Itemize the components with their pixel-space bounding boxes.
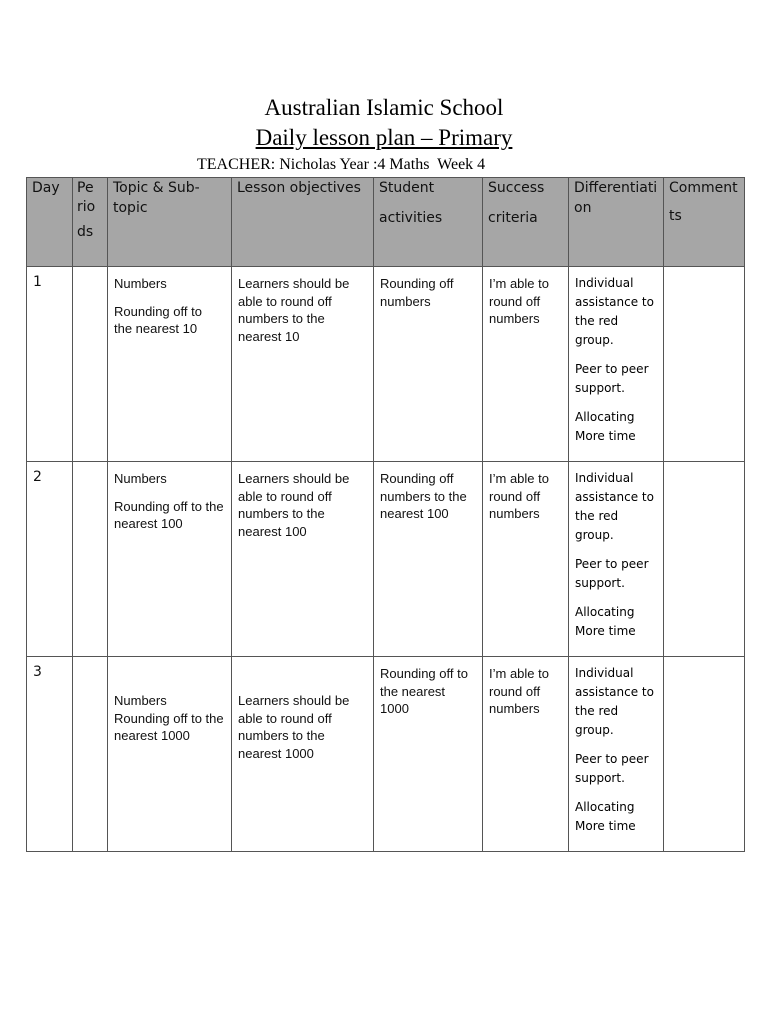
col-header-criteria: Success criteria — [483, 178, 569, 267]
cell-comments — [664, 462, 745, 657]
cell-periods — [73, 657, 108, 852]
cell-topic: Numbers Rounding off to the nearest 10 — [108, 267, 232, 462]
teacher-line: TEACHER: Nicholas Year :4 Maths Week 4 — [197, 156, 486, 173]
header-row — [27, 178, 745, 267]
document-title: Daily lesson plan – Primary — [255, 125, 513, 150]
cell-activities: Rounding off numbers — [374, 267, 483, 462]
cell-comments — [664, 267, 745, 462]
cell-periods — [73, 267, 108, 462]
cell-objectives: Learners should be able to round off numbers to the nearest 100 — [232, 462, 374, 657]
cell-differentiation: Individual assistance to the red group. Peer to peer support. Allocating More time — [569, 267, 664, 462]
cell-objectives: Learners should be able to round off numbers to the nearest 1000 — [232, 657, 374, 852]
cell-activities: Rounding off numbers to the nearest 100 — [374, 462, 483, 657]
cell-criteria: I’m able to round off numbers — [483, 267, 569, 462]
col-header-periods: Pe rio ds — [73, 178, 108, 267]
cell-differentiation: Individual assistance to the red group. Peer to peer support. Allocating More time — [569, 462, 664, 657]
lesson-plan-table — [26, 177, 745, 852]
cell-topic: Numbers Rounding off to the nearest 1000 — [108, 657, 232, 852]
col-header-comments: Comment ts — [664, 178, 745, 267]
school-name: Australian Islamic School — [264, 95, 504, 120]
table-row — [27, 267, 745, 462]
col-header-activities: Student activities — [374, 178, 483, 267]
table-row — [27, 462, 745, 657]
col-header-differentiation: Differentiation — [569, 178, 664, 267]
cell-comments — [664, 657, 745, 852]
table-row — [27, 657, 745, 852]
col-header-objectives: Lesson objectives — [232, 178, 374, 267]
cell-objectives: Learners should be able to round off numbers to the nearest 10 — [232, 267, 374, 462]
cell-day: 2 — [27, 462, 73, 657]
cell-topic: Numbers Rounding off to the nearest 100 — [108, 462, 232, 657]
col-header-topic: Topic & Sub-topic — [108, 178, 232, 267]
cell-criteria: I’m able to round off numbers — [483, 657, 569, 852]
cell-day: 1 — [27, 267, 73, 462]
cell-activities: Rounding off to the nearest 1000 — [374, 657, 483, 852]
col-header-day: Day — [27, 178, 73, 267]
cell-differentiation: Individual assistance to the red group. Peer to peer support. Allocating More time — [569, 657, 664, 852]
cell-day: 3 — [27, 657, 73, 852]
cell-criteria: I’m able to round off numbers — [483, 462, 569, 657]
cell-periods — [73, 462, 108, 657]
